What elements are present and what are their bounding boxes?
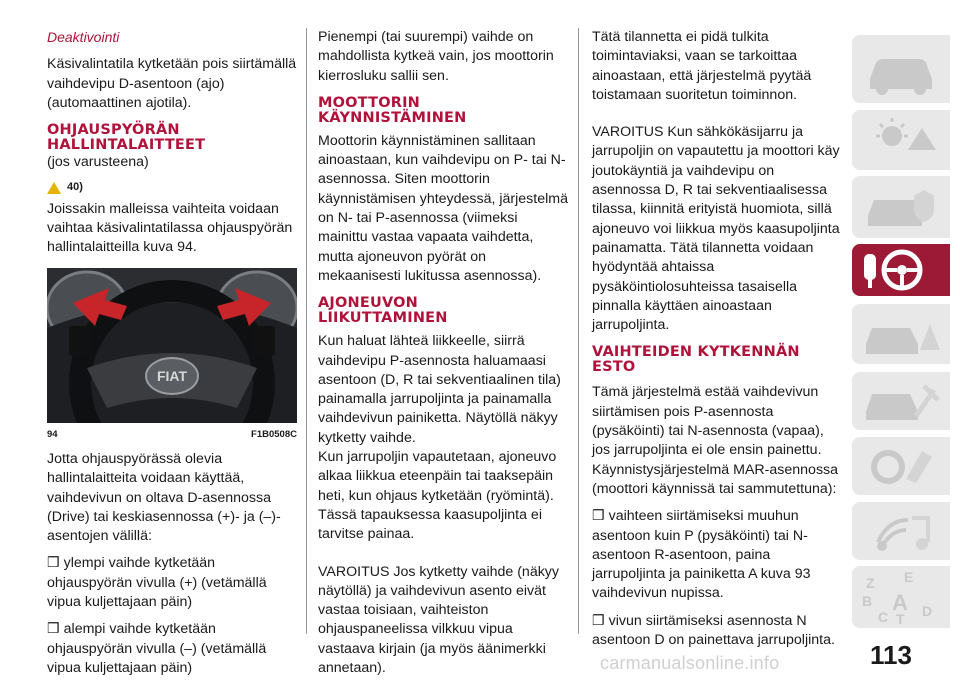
section-heading: MOOTTORIN KÄYNNISTÄMINEN — [318, 94, 467, 126]
paragraph: VAROITUS Kun sähkökäsijarru ja jarrupoljin on vapautettu ja moottori käy joutokäyntiä ja vaihdevipu on asennossa D, R tai sekventiaalisessa tilassa, kiinnitä erityistä huomiota, sillä ajoneuvo voi liikkua myös kaasupoljinta painamatta. Tätä tilannetta voidaan hyödyntää ahtaissa pysäköintiolosuhteissa tasaisella pinnalla käyttäen ainoastaan jarrupoljinta. — [592, 124, 840, 334]
page-number: 113 — [870, 640, 912, 670]
paragraph: Pienempi (tai suurempi) vaihde on mahdollista kytkeä vain, jos moottorin kierrosluku sallii sen. — [318, 29, 554, 84]
paragraph: Jotta ohjauspyörässä olevia hallintalaitteita voidaan käyttää, vaihdevivun on oltava D-asennossa (Drive) tai keskiasennossa (+)- ja (–)-asentojen välillä: — [47, 450, 281, 545]
section-heading: VAIHTEIDEN KYTKENNÄN ESTO — [592, 344, 800, 376]
multimedia-icon — [852, 502, 950, 560]
column-2 — [318, 28, 568, 686]
figure-code: F1B0508C — [251, 428, 297, 440]
key-steering-wheel-icon — [852, 244, 950, 296]
svg-text:T: T — [896, 611, 905, 627]
alphabetical-index-icon — [852, 566, 950, 628]
car-breakdown-icon — [852, 304, 950, 364]
figure-caption — [47, 425, 297, 444]
watermark: carmanualsonline.info — [600, 653, 780, 673]
chapter-tab-starting-driving[interactable] — [852, 176, 950, 238]
steering-wheel-paddles-illustration — [47, 268, 297, 423]
warning-triangle-icon — [47, 182, 61, 194]
paragraph: Käsivalintatila kytketään pois siirtämällä vaihdevipu D-asentoon (ajo) (automaattinen ajotila). — [47, 56, 297, 111]
paragraph: Tämä järjestelmä estää vaihdevivun siirtämisen pois P-asennosta (pysäköinti) tai N-asennosta (vapaa), jos jarrupoljinta ei ole ensin painettu. Käynnistysjärjestelmä MAR-asennossa (moottori käynnissä tai sammutettuna): — [592, 384, 839, 497]
chapter-tab-index[interactable] — [852, 566, 950, 628]
note-if-equipped: (jos varusteena) — [47, 154, 149, 171]
chapter-tab-multimedia[interactable] — [852, 502, 950, 560]
technical-data-icon — [852, 437, 950, 495]
figure-number: 94 — [47, 428, 58, 440]
column-1 — [47, 28, 297, 686]
paragraph: Kun haluat lähteä liikkeelle, siirrä vaihdevipu P-asennosta haluamaasi asentoon (D, R tai sekventiaalinen tila) painamalla jarrupoljinta ja painamalla vaihdevivun painiketta. Näytöllä näkyy kytketty vaihde. — [318, 333, 561, 446]
bullet-item: ❒ vivun siirtämiseksi asennosta N asentoon D on painettava jarrupoljinta. — [592, 612, 835, 649]
svg-text:B: B — [862, 593, 873, 609]
warning-reference-number: 40) — [67, 181, 83, 194]
paragraph: Joissakin malleissa vaihteita voidaan vaihtaa käsivalintatilassa ohjauspyörän hallintalaitteilla kuva 94. — [47, 200, 293, 256]
car-safety-icon — [852, 176, 950, 238]
svg-text:A: A — [892, 590, 908, 615]
chapter-tab-technical-data[interactable] — [852, 437, 950, 495]
svg-text:D: D — [922, 603, 933, 619]
bullet-item: ❒ vaihteen siirtämiseksi muuhun asentoon kuin P (pysäköinti) tai N-asentoon R-asentoon, paina jarrupoljinta ja painiketta A kuva 93 vaihdevivun nupissa. — [592, 508, 811, 602]
section-heading: OHJAUSPYÖRÄN HALLINTALAITTEET — [47, 122, 206, 154]
bullet-item: ❒ ylempi vaihde kytketään ohjauspyörän vivulla (+) (vetämällä vipua kuljettajaan päin) — [47, 555, 267, 611]
column-divider — [578, 28, 579, 634]
maintenance-tools-icon — [852, 372, 950, 430]
steering-wheel-figure — [47, 268, 297, 423]
paragraph: VAROITUS Jos kytketty vaihde (näkyy näytöllä) ja vaihdevivun asento eivät vastaa toisiaan, vaihteiston ohjauspaneelissa vilkkuu vipua vastaava kirjain (ja myös äänimerkki annetaan). — [318, 563, 559, 677]
svg-text:Z: Z — [866, 575, 875, 591]
chapter-tab-maintenance[interactable] — [852, 372, 950, 430]
subheading-deactivation: Deaktivointi — [47, 29, 120, 45]
column-divider — [306, 28, 307, 634]
paragraph: Kun jarrupoljin vapautetaan, ajoneuvo alkaa liikkua eteenpäin tai taaksepäin heti, kun ohjaus kytketään (ryömintä). Tässä tapauksessa kaasupoljinta ei tarvitse painaa. — [318, 449, 557, 543]
paragraph: Moottorin käynnistäminen sallitaan ainoastaan, kun vaihdevipu on P- tai N-asennossa. Siten moottorin käynnistämisen yhteydessä, järjestelmä on N- tai P-asennossa (viimeksi mainittu vastaa vapaata vaihdetta, mutta ajoneuvon pyörät on mekaanisesti lukitussa asennossa). — [318, 132, 568, 284]
car-dashboard-icon — [852, 35, 950, 103]
chapter-tab-dashboard[interactable] — [852, 35, 950, 103]
warning-reference — [47, 178, 297, 197]
paragraph: Tätä tilannetta ei pidä tulkita toimintaviaksi, vaan se tarkoittaa ainoastaan, että järjestelmä pyytää toistamaan suoritetun toiminnon. — [592, 29, 812, 103]
column-3 — [592, 28, 842, 658]
warning-lights-icon — [852, 110, 950, 170]
chapter-tab-active[interactable] — [852, 244, 950, 296]
chapter-tab-emergency[interactable] — [852, 304, 950, 364]
section-heading: AJONEUVON LIIKUTTAMINEN — [318, 295, 448, 327]
svg-text:FIAT: FIAT — [156, 367, 188, 384]
svg-text:C: C — [878, 609, 889, 625]
bullet-item: ❒ alempi vaihde kytketään ohjauspyörän vivulla (–) (vetämällä vipua kuljettajaan päin) — [47, 621, 267, 676]
chapter-tab-warning-lights[interactable] — [852, 110, 950, 170]
svg-text:E: E — [904, 569, 914, 585]
